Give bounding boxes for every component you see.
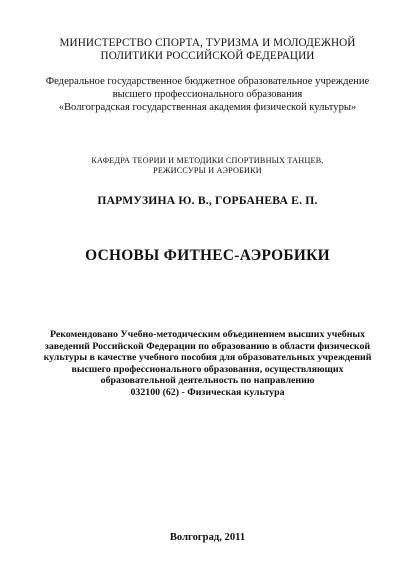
recommendation-line: высшего профессионального образования, осуществляющих	[71, 363, 344, 375]
institution-line: Федеральное государственное бюджетное образовательное учреждение	[45, 76, 370, 87]
book-title-line: ОСНОВЫ ФИТНЕС-АЭРОБИКИ	[85, 247, 330, 264]
recommendation-line: образовательной деятельность по направлению	[100, 375, 315, 386]
recommendation-note	[0, 329, 415, 398]
department-name	[0, 156, 415, 176]
ministry-line: МИНИСТЕРСТВО СПОРТА, ТУРИЗМА И МОЛОДЕЖНОЙ	[59, 37, 356, 49]
department-line: КАФЕДРА ТЕОРИИ И МЕТОДИКИ СПОРТИВНЫХ ТАНЦЕВ,	[91, 156, 324, 165]
institution-line: высшего профессионального образования	[112, 89, 303, 100]
institution-line: «Волгоградская государственная академия физической культуры»	[58, 102, 357, 113]
authors-line: ПАРМУЗИНА Ю. В., ГОРБАНЕВА Е. П.	[97, 194, 318, 207]
imprint-line: Волгоград, 2011	[169, 532, 246, 543]
book-title	[0, 247, 415, 265]
imprint	[0, 531, 415, 544]
recommendation-line: Рекомендовано Учебно-методическим объединением высших учебных	[49, 329, 366, 340]
ministry-header	[0, 37, 415, 63]
institution-header	[0, 75, 415, 114]
department-line: РЕЖИССУРЫ И АЭРОБИКИ	[153, 166, 262, 175]
recommendation-line: культуры в качестве учебного пособия для образовательных учреждений	[43, 352, 372, 363]
recommendation-line: 032100 (62) - Физическая культура	[130, 386, 285, 398]
ministry-line: ПОЛИТИКИ РОССИЙСКОЙ ФЕДЕРАЦИИ	[100, 50, 315, 62]
recommendation-line: заведений Российской Федерации по образованию в области физической	[44, 340, 371, 352]
authors	[0, 194, 415, 208]
